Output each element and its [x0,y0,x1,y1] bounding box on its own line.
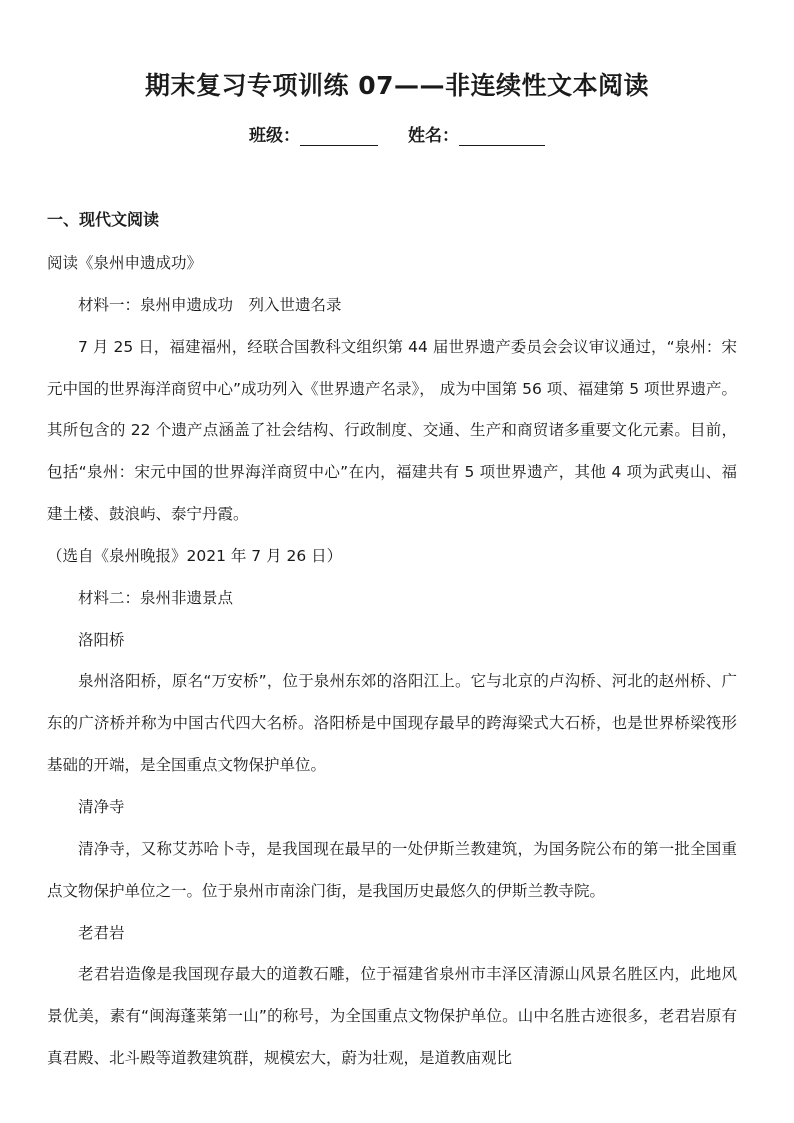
laojun-rock-body: 老君岩造像是我国现存最大的道教石雕，位于福建省泉州市丰泽区清源山风景名胜区内，此地风景优美，素有“闽海蓬莱第一山”的称号，为全国重点文物保护单位。山中名胜古迹很多，老君岩原有真君殿、北斗殿等道教建筑群，规模宏大，蔚为壮观，是道教庙观比 [47,965,737,1068]
reading-intro: 阅读《泉州申遗成功》 [47,254,203,272]
material-one-source: （选自《泉州晚报》2021 年 7 月 26 日） [47,546,343,565]
student-info-line [0,121,794,146]
section-heading: 一、现代文阅读 [47,210,160,229]
class-label: 班级： [249,126,300,146]
reading-content [47,243,737,1080]
qingjing-mosque-heading: 清净寺 [78,797,125,816]
name-label: 姓名： [408,126,459,146]
document-title: 期末复习专项训练 07——非连续性文本阅读 [145,71,649,100]
laojun-rock-heading: 老君岩 [78,923,125,942]
material-one-heading: 材料一：泉州申遗成功 列入世遗名录 [78,295,342,314]
qingjing-mosque-body: 清净寺，又称艾苏哈卜寺，是我国现在最早的一处伊斯兰教建筑，为国务院公布的第一批全国重点文物保护单位之一。位于泉州市南涂门街，是我国历史最悠久的伊斯兰教寺院。 [47,839,737,900]
material-two-heading: 材料二：泉州非遗景点 [78,588,234,607]
luoyang-bridge-heading: 洛阳桥 [78,630,125,649]
class-blank[interactable] [300,127,378,146]
name-blank[interactable] [459,127,545,146]
material-one-body: 7 月 25 日，福建福州，经联合国教科文组织第 44 届世界遗产委员会会议审议通过，“泉州：宋元中国的世界海洋商贸中心”成功列入《世界遗产名录》， 成为中国第 56 项、福建第 5 项世界遗产。其所包含的 22 个遗产点涵盖了社会结构、行政制度、交通、生产和商贸诸多重要文化元素。目前，包括“泉州：宋元中国的世界海洋商贸中心”在内，福建共有 5 项世界遗产，其他 4 项为武夷山、福建土楼、鼓浪屿、泰宁丹霞。 [47,337,738,524]
luoyang-bridge-body: 泉州洛阳桥，原名“万安桥”，位于泉州东郊的洛阳江上。它与北京的卢沟桥、河北的赵州桥、广东的广济桥并称为中国古代四大名桥。洛阳桥是中国现存最早的跨海梁式大石桥，也是世界桥梁筏形基础的开端，是全国重点文物保护单位。 [47,672,737,775]
